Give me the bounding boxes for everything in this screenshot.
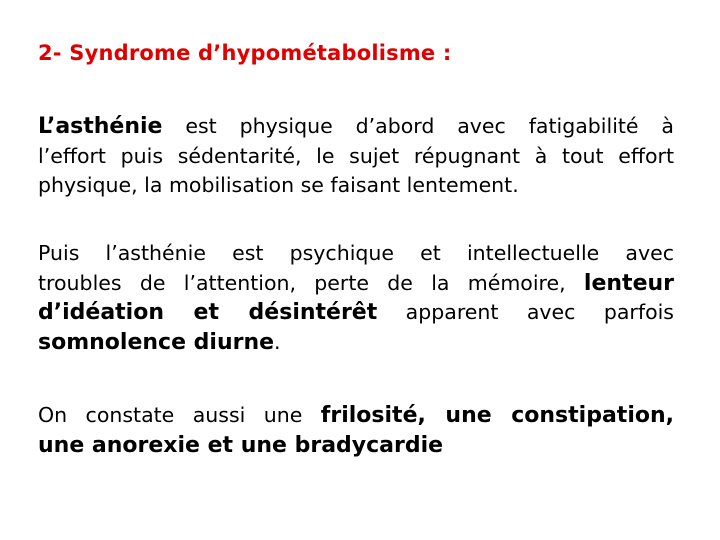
- text-segment: troubles de l’attention, perte de la mémoire,: [38, 270, 584, 295]
- paragraph-asthenie-psychique: [38, 239, 674, 357]
- paragraph-line: physique, la mobilisation se faisant lentement.: [38, 173, 519, 197]
- text-segment: On constate aussi une: [38, 403, 321, 427]
- term-asthenie: L’asthénie: [38, 114, 163, 139]
- paragraph-line: [38, 298, 674, 328]
- emphasis-ideation: d’idéation et désintérêt: [38, 300, 378, 325]
- emphasis-somnolence: somnolence diurne: [38, 329, 275, 355]
- text-segment: apparent avec parfois: [377, 300, 674, 324]
- paragraph-line: l’effort puis sédentarité, le sujet répugnant à tout effort: [38, 143, 674, 168]
- text-segment: est physique d’abord avec fatigabilité à: [162, 114, 674, 138]
- paragraph-line: [38, 401, 674, 431]
- slide-title: 2- Syndrome d’hypométabolisme :: [38, 41, 452, 65]
- paragraph-line: [38, 328, 674, 358]
- paragraph-asthenie-physique: [38, 112, 674, 201]
- paragraph-line: [38, 269, 674, 299]
- paragraph-line: [38, 112, 674, 142]
- paragraph-line: Puis l’asthénie est psychique et intellectuelle avec: [38, 241, 674, 265]
- emphasis-anorexie: une anorexie et une bradycardie: [38, 432, 444, 458]
- paragraph-autres-signes: [38, 401, 674, 460]
- emphasis-lenteur: lenteur: [583, 270, 674, 296]
- emphasis-frilosite: frilosité, une constipation,: [320, 403, 674, 428]
- text-segment: .: [274, 329, 281, 354]
